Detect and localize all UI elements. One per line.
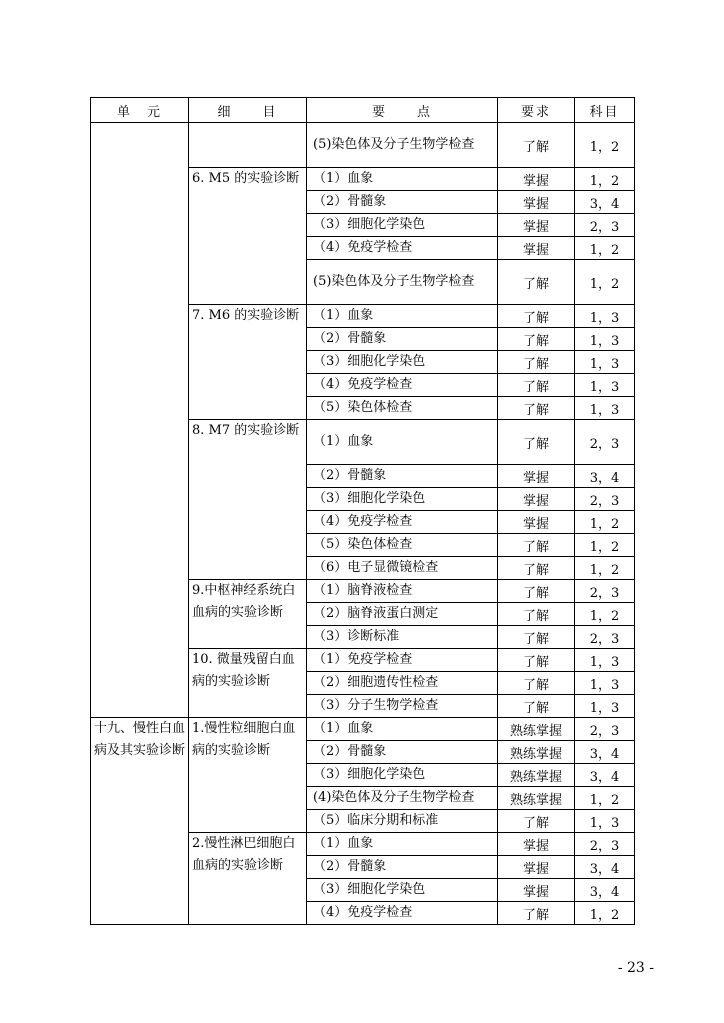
subject-cell: 1，3 <box>575 374 635 397</box>
point-cell: （1）血象 <box>307 305 498 328</box>
requirement-cell: 熟练掌握 <box>498 764 575 787</box>
point-cell: （1）脑脊液检查 <box>307 580 498 603</box>
requirement-cell: 了解 <box>498 557 575 580</box>
header-row <box>91 98 635 123</box>
subject-cell: 1，2 <box>575 603 635 626</box>
header-subject: 科目 <box>575 98 635 123</box>
requirement-cell: 了解 <box>498 351 575 374</box>
subject-cell: 1，3 <box>575 810 635 833</box>
subject-cell: 1，3 <box>575 695 635 718</box>
subject-cell: 3，4 <box>575 741 635 764</box>
requirement-cell: 熟练掌握 <box>498 741 575 764</box>
item-cell: 10. 微量残留白血病的实验诊断 <box>189 649 307 718</box>
requirement-cell: 掌握 <box>498 214 575 237</box>
point-cell: （3）细胞化学染色 <box>307 214 498 237</box>
subject-cell: 3，4 <box>575 764 635 787</box>
header-point: 要 点 <box>307 98 498 123</box>
point-cell: （1）血象 <box>307 718 498 741</box>
header-requirement: 要求 <box>498 98 575 123</box>
requirement-cell: 熟练掌握 <box>498 787 575 810</box>
point-cell: (5)染色体及分子生物学检查 <box>307 260 498 305</box>
point-cell: （3）细胞化学染色 <box>307 488 498 511</box>
requirement-cell: 掌握 <box>498 465 575 488</box>
requirement-cell: 了解 <box>498 649 575 672</box>
item-cell: 2.慢性淋巴细胞白血病的实验诊断 <box>189 833 307 925</box>
requirement-cell: 了解 <box>498 123 575 168</box>
point-cell: （5）染色体检查 <box>307 534 498 557</box>
requirement-cell: 了解 <box>498 672 575 695</box>
subject-cell: 1，2 <box>575 168 635 191</box>
requirement-cell: 掌握 <box>498 191 575 214</box>
unit-cell <box>91 123 189 718</box>
requirement-cell: 掌握 <box>498 168 575 191</box>
point-cell: （1）免疫学检查 <box>307 649 498 672</box>
header-item: 细 目 <box>189 98 307 123</box>
item-cell: 9.中枢神经系统白血病的实验诊断 <box>189 580 307 649</box>
point-cell: （3）诊断标准 <box>307 626 498 649</box>
requirement-cell: 了解 <box>498 902 575 925</box>
subject-cell: 1，3 <box>575 397 635 420</box>
subject-cell: 1，2 <box>575 787 635 810</box>
point-cell: （2）骨髓象 <box>307 741 498 764</box>
subject-cell: 2，3 <box>575 420 635 465</box>
point-cell: （2）细胞遗传性检查 <box>307 672 498 695</box>
requirement-cell: 熟练掌握 <box>498 718 575 741</box>
point-cell: （2）骨髓象 <box>307 465 498 488</box>
requirement-cell: 掌握 <box>498 237 575 260</box>
requirement-cell: 了解 <box>498 260 575 305</box>
subject-cell: 2，3 <box>575 580 635 603</box>
requirement-cell: 了解 <box>498 810 575 833</box>
subject-cell: 3，4 <box>575 856 635 879</box>
item-cell: 8. M7 的实验诊断 <box>189 420 307 580</box>
point-cell: （2）骨髓象 <box>307 328 498 351</box>
requirement-cell: 了解 <box>498 695 575 718</box>
point-cell: （3）分子生物学检查 <box>307 695 498 718</box>
item-cell <box>189 123 307 168</box>
requirement-cell: 了解 <box>498 580 575 603</box>
requirement-cell: 了解 <box>498 305 575 328</box>
table-body <box>91 123 635 925</box>
requirement-cell: 掌握 <box>498 879 575 902</box>
subject-cell: 1，2 <box>575 260 635 305</box>
point-cell: （2）骨髓象 <box>307 191 498 214</box>
point-cell: （2）骨髓象 <box>307 856 498 879</box>
point-cell: （4）免疫学检查 <box>307 237 498 260</box>
subject-cell: 3，4 <box>575 465 635 488</box>
point-cell: （1）血象 <box>307 168 498 191</box>
subject-cell: 1，2 <box>575 237 635 260</box>
subject-cell: 2，3 <box>575 718 635 741</box>
subject-cell: 1，3 <box>575 305 635 328</box>
point-cell: （1）血象 <box>307 420 498 465</box>
requirement-cell: 了解 <box>498 603 575 626</box>
requirement-cell: 掌握 <box>498 511 575 534</box>
requirement-cell: 掌握 <box>498 856 575 879</box>
point-cell: （4）免疫学检查 <box>307 511 498 534</box>
requirement-cell: 掌握 <box>498 488 575 511</box>
point-cell: (4)染色体及分子生物学检查 <box>307 787 498 810</box>
item-cell: 6. M5 的实验诊断 <box>189 168 307 305</box>
subject-cell: 1，2 <box>575 902 635 925</box>
requirement-cell: 了解 <box>498 534 575 557</box>
requirement-cell: 掌握 <box>498 833 575 856</box>
subject-cell: 1，2 <box>575 534 635 557</box>
subject-cell: 1，2 <box>575 511 635 534</box>
point-cell: （3）细胞化学染色 <box>307 351 498 374</box>
point-cell: （3）细胞化学染色 <box>307 764 498 787</box>
point-cell: （6）电子显微镜检查 <box>307 557 498 580</box>
subject-cell: 2，3 <box>575 833 635 856</box>
point-cell: （5）临床分期和标准 <box>307 810 498 833</box>
subject-cell: 1，3 <box>575 672 635 695</box>
subject-cell: 1，2 <box>575 123 635 168</box>
subject-cell: 2，3 <box>575 214 635 237</box>
point-cell: （3）细胞化学染色 <box>307 879 498 902</box>
page-number: - 23 - <box>617 960 654 976</box>
unit-cell: 十九、慢性白血病及其实验诊断 <box>91 718 189 925</box>
subject-cell: 3，4 <box>575 191 635 214</box>
item-cell: 1.慢性粒细胞白血病的实验诊断 <box>189 718 307 833</box>
subject-cell: 2，3 <box>575 488 635 511</box>
table-row <box>91 718 635 741</box>
header-unit: 单 元 <box>91 98 189 123</box>
point-cell: （1）血象 <box>307 833 498 856</box>
requirement-cell: 了解 <box>498 374 575 397</box>
point-cell: (5)染色体及分子生物学检查 <box>307 123 498 168</box>
table-row <box>91 123 635 168</box>
point-cell: （4）免疫学检查 <box>307 902 498 925</box>
subject-cell: 2，3 <box>575 626 635 649</box>
subject-cell: 3，4 <box>575 879 635 902</box>
point-cell: （2）脑脊液蛋白测定 <box>307 603 498 626</box>
requirement-cell: 了解 <box>498 328 575 351</box>
syllabus-table <box>90 97 635 925</box>
subject-cell: 1，3 <box>575 649 635 672</box>
subject-cell: 1，3 <box>575 328 635 351</box>
requirement-cell: 了解 <box>498 626 575 649</box>
requirement-cell: 了解 <box>498 420 575 465</box>
point-cell: （5）染色体检查 <box>307 397 498 420</box>
requirement-cell: 了解 <box>498 397 575 420</box>
point-cell: （4）免疫学检查 <box>307 374 498 397</box>
subject-cell: 1，2 <box>575 557 635 580</box>
item-cell: 7. M6 的实验诊断 <box>189 305 307 420</box>
subject-cell: 1，3 <box>575 351 635 374</box>
